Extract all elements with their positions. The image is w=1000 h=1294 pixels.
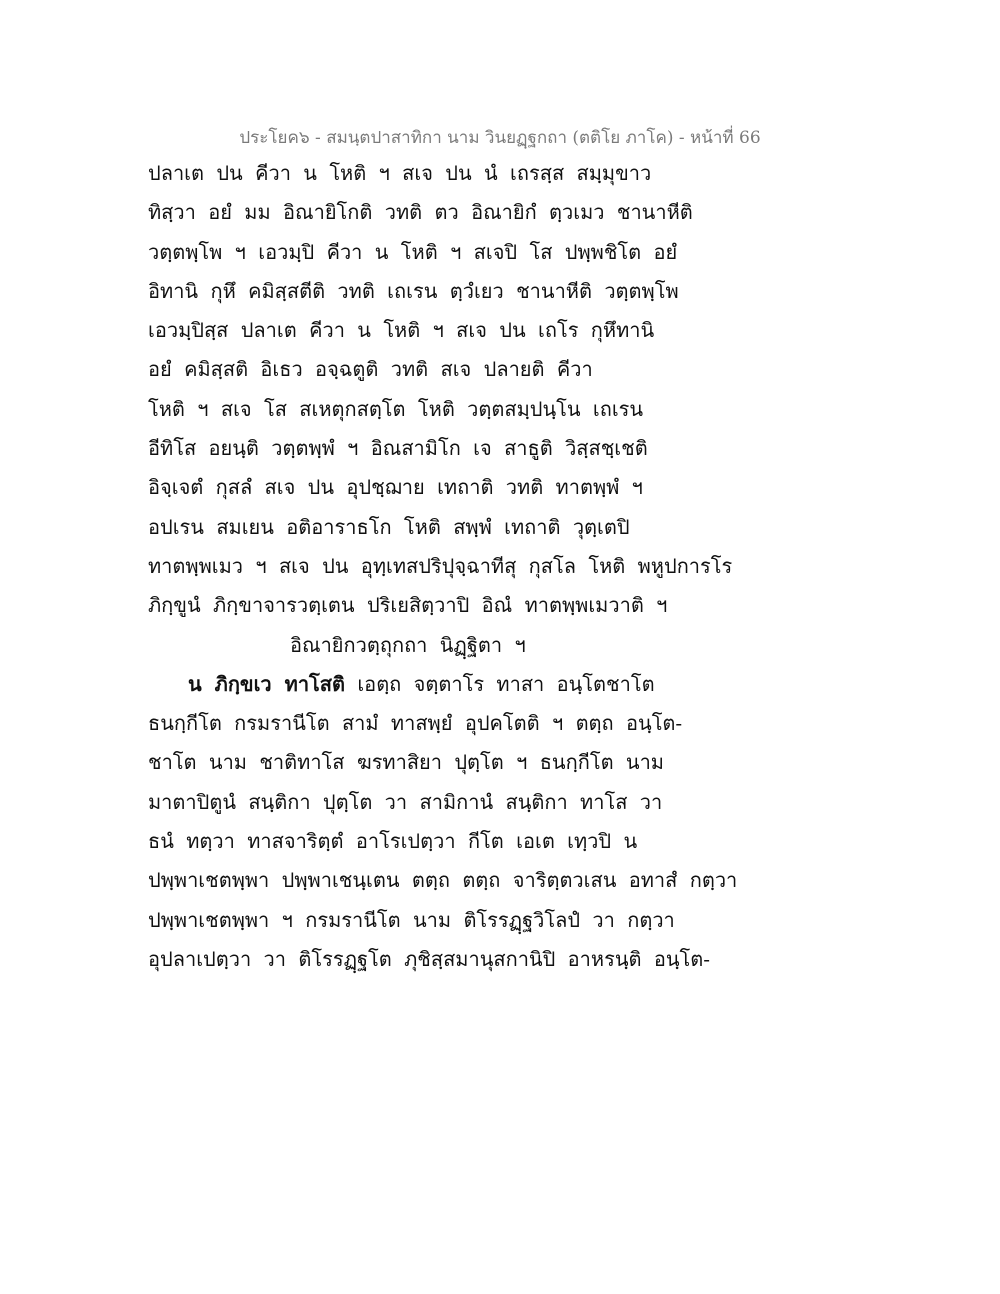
text-line: ธนกฺกีโต กรมรานีโต สามํ ทาสพฺยํ อุปคโตติ ฯ ตตฺถ อนฺโต- (148, 711, 683, 736)
text-line: มาตาปิตูนํ สนฺติกา ปุตฺโต วา สามิกานํ สนฺติกา ทาโส วา (148, 789, 663, 814)
text-line: ทิสฺวา อยํ มม อิณายิโกติ วทติ ตว อิณายิกํ ตฺวเมว ชานาหีติ (148, 200, 693, 225)
text-line: ปพฺพาเชตพฺพา ฯ กรมรานีโต นาม ติโรรฏฺฐวิโลปํ วา กตฺวา (148, 907, 675, 932)
text-line: อิจฺเจตํ กุสลํ สเจ ปน อุปชฺฌาย เทถาติ วทติ ทาตพฺพํ ฯ (148, 475, 643, 500)
text-line: ธนํ ทตฺวา ทาสจาริตฺตํ อาโรเปตฺวา กีโต เอเต เทฺวปิ น (148, 829, 638, 854)
running-header: ประโยค๖ - สมนฺตปาสาทิกา นาม วินยฏฺฐกถา (ตติโย ภาโค) - หน้าที่ 66 (239, 128, 761, 148)
text-line: อปเรน สมเยน อติอาราธโก โหติ สพฺพํ เทถาติ วุตฺเตปิ (148, 514, 630, 539)
text-line: อยํ คมิสฺสติ อิเธว อจฺฉตูติ วทติ สเจ ปลายติ คีวา (148, 357, 593, 382)
paragraph-opening-line (148, 665, 848, 704)
section-end-line: อิณายิกวตฺถุกถา นิฏฺฐิตา ฯ (290, 632, 526, 657)
text-span: เอตฺถ จตฺตาโร ทาสา อนฺโตชาโต (344, 671, 655, 696)
lemma-heading: น ภิกฺขเว ทาโสติ (188, 671, 345, 696)
text-line: อุปลาเปตฺวา วา ติโรรฏฺฐโต ภุชิสฺสมานุสกานิปิ อาหรนฺติ อนฺโต- (148, 946, 711, 971)
text-line: ทาตพฺพเมว ฯ สเจ ปน อุทฺเทสปริปุจฺฉาทีสุ กุสโล โหติ พหูปการโร (148, 553, 733, 578)
text-line: ชาโต นาม ชาติทาโส ฆรทาสิยา ปุตฺโต ฯ ธนกฺกีโต นาม (148, 750, 664, 775)
text-line: ปลาเต ปน คีวา น โหติ ฯ สเจ ปน นํ เถรสฺส สมฺมุขาว (148, 161, 652, 185)
text-line: โหติ ฯ สเจ โส สเหตุกสตฺโต โหติ วตฺตสมฺปนฺโน เถเรน (148, 396, 644, 421)
text-line: เอวมฺปิสฺส ปลาเต คีวา น โหติ ฯ สเจ ปน เถโร กุหึทานิ (148, 318, 655, 343)
body-text (148, 154, 848, 979)
text-line: วตฺตพฺโพ ฯ เอวมฺปิ คีวา น โหติ ฯ สเจปิ โส ปพฺพชิโต อยํ (148, 239, 678, 264)
text-line: ปพฺพาเชตพฺพา ปพฺพาเชนฺเตน ตตฺถ ตตฺถ จาริตฺตวเสน อทาสํ กตฺวา (148, 868, 738, 893)
text-line: ภิกฺขูนํ ภิกฺขาจารวตฺเตน ปริเยสิตฺวาปิ อิณํ ทาตพฺพเมวาติ ฯ (148, 593, 668, 618)
text-line: อีทิโส อยนฺติ วตฺตพฺพํ ฯ อิณสามิโก เจ สาธูติ วิสฺสชฺเชติ (148, 436, 648, 461)
text-line: อิทานิ กุหึ คมิสฺสตีติ วทติ เถเรน ตฺวํเยว ชานาหีติ วตฺตพฺโพ (148, 278, 679, 303)
